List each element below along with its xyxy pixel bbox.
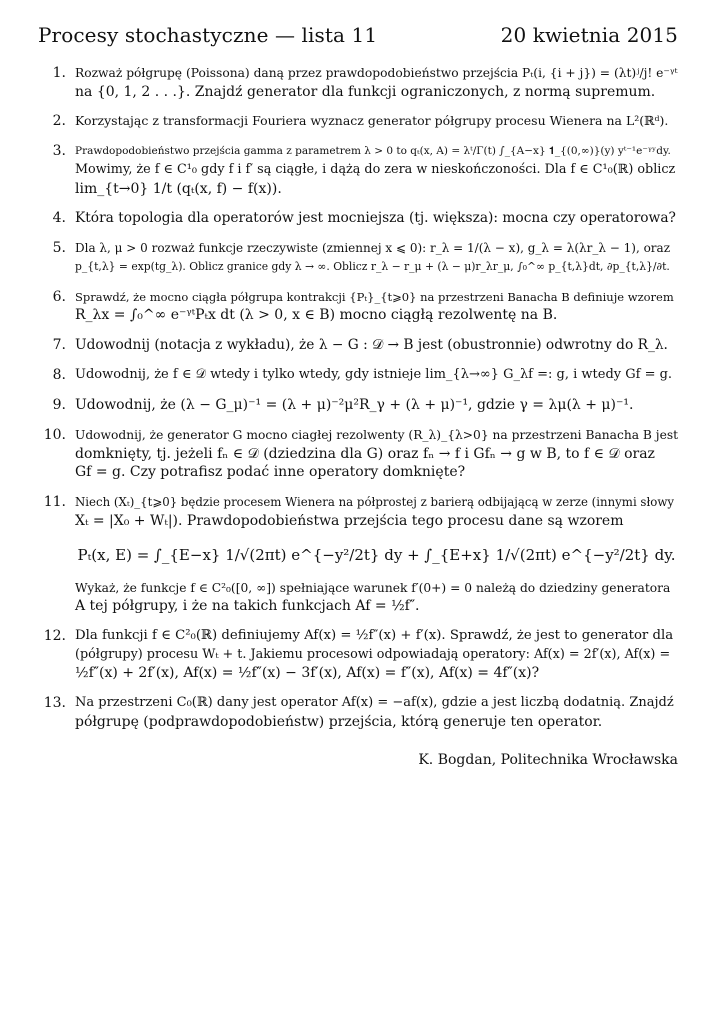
problem-number: 2.	[52, 113, 66, 130]
problem-text-line: Prawdopodobieństwo przejścia gamma z parametrem λ > 0 to qₜ(x, A) = λᵗ/Γ(t) ∫_{A−x} 𝟏_{(0,∞)}(y) yᵗ⁻¹e⁻ᵞʸdy.	[75, 145, 671, 158]
problem-list	[38, 64, 678, 743]
problem-number: 6.	[52, 288, 66, 305]
problem-text-line: Dla λ, μ > 0 rozważ funkcje rzeczywiste (zmiennej x ⩽ 0): r_λ = 1/(λ − x), g_λ = λ(λr_λ − 1), oraz	[75, 241, 671, 256]
problem-number: 5.	[52, 240, 66, 257]
problem-text-line: Xₜ = |X₀ + Wₜ|). Prawdopodobieństwa przejścia tego procesu dane są wzorem	[75, 512, 624, 529]
problem-item	[38, 142, 678, 198]
problem-text-line: ½f″(x) + 2f′(x), Af(x) = ½f″(x) − 3f′(x), Af(x) = f″(x), Af(x) = 4f″(x)?	[75, 665, 540, 682]
problem-item	[38, 493, 678, 616]
problem-number: 4.	[52, 210, 66, 227]
problem-text-line: Na przestrzeni C₀(ℝ) dany jest operator Af(x) = −af(x), gdzie a jest liczbą dodatnią. Znajdź	[75, 695, 674, 711]
problem-text-line: Udowodnij, że f ∈ 𝒟 wtedy i tylko wtedy, gdy istnieje lim_{λ→∞} G_λf =: g, i wtedy Gf = g.	[75, 367, 673, 383]
problem-text-line: Niech (Xₜ)_{t⩾0} będzie procesem Wienera na półprostej z barierą odbijającą w zerze (innymi słowy	[75, 495, 675, 510]
problem-item	[38, 112, 678, 131]
problem-text-line: Która topologia dla operatorów jest mocniejsza (tj. większa): mocna czy operatorowa?	[75, 210, 676, 227]
problem-text-line: Korzystając z transformacji Fouriera wyznacz generator półgrupy procesu Wienera na L²(ℝᵈ).	[75, 113, 669, 129]
problem-text-line: Wykaż, że funkcje f ∈ C²₀([0, ∞]) spełniające warunek f′(0+) = 0 należą do dziedziny generatora	[75, 580, 671, 595]
document-date: 20 kwietnia 2015	[500, 23, 678, 47]
problem-item	[38, 336, 678, 355]
author-signature: K. Bogdan, Politechnika Wrocławska	[418, 752, 678, 768]
problem-text-line: (półgrupy) procesu Wₜ + t. Jakiemu procesowi odpowiadają operatory: Af(x) = 2f′(x), Af(x) =	[75, 646, 671, 662]
problem-text-line: na {0, 1, 2 . . .}. Znajdź generator dla funkcji ograniczonych, z normą supremum.	[75, 83, 656, 100]
problem-text-line: Udowodnij, że (λ − G_μ)⁻¹ = (λ + μ)⁻²μ²R_γ + (λ + μ)⁻¹, gdzie γ = λμ(λ + μ)⁻¹.	[75, 397, 634, 414]
problem-text-line: Udowodnij, że generator G mocno ciagłej rezolwenty (R_λ)_{λ>0} na przestrzeni Banacha B jest	[75, 427, 679, 442]
problem-number: 13.	[43, 695, 66, 712]
problem-item	[38, 396, 678, 415]
problem-item	[38, 366, 678, 385]
problem-number: 7.	[52, 337, 66, 354]
problem-number: 12.	[43, 628, 66, 645]
problem-number: 10.	[43, 426, 66, 443]
problem-number: 8.	[52, 367, 66, 384]
problem-text-line: lim_{t→0} 1/t (qₜ(x, f) − f(x)).	[75, 180, 282, 197]
problem-text-line: domknięty, tj. jeżeli fₙ ∈ 𝒟 (dziedzina dla G) oraz fₙ → f i Gfₙ → g w B, to f ∈ 𝒟 oraz	[75, 445, 655, 462]
problem-text-line: p_{t,λ} = exp(tg_λ). Oblicz granice gdy λ → ∞. Oblicz r_λ − r_μ + (λ − μ)r_λr_μ, ∫₀^∞ p_{t,λ}dt, ∂p_{t,λ}/∂t.	[75, 259, 670, 273]
problem-text-line: półgrupę (podprawdopodobieństw) przejścia, którą generuje ten operator.	[75, 713, 603, 730]
problem-text-line: Udowodnij (notacja z wykładu), że λ − G : 𝒟 → B jest (obustronnie) odwrotny do R_λ.	[75, 337, 668, 354]
problem-text-line: Mowimy, że f ∈ C¹₀ gdy f i f′ są ciągłe, i dążą do zera w nieskończoności. Dla f ∈ C¹₀(ℝ) oblicz	[75, 161, 676, 177]
problem-item	[38, 694, 678, 731]
problem-item	[38, 426, 678, 482]
problem-number: 3.	[52, 143, 66, 160]
problem-text-line: R_λx = ∫₀^∞ e⁻ᵞᵗPₜx dt (λ > 0, x ∈ B) mocno ciągłą rezolwentę na B.	[75, 307, 558, 324]
problem-text-line: Dla funkcji f ∈ C²₀(ℝ) definiujemy Af(x) = ½f″(x) + f′(x). Sprawdź, że jest to generator dla	[75, 628, 674, 644]
problem-item	[38, 288, 678, 325]
problem-item	[38, 239, 678, 276]
problem-number: 9.	[52, 397, 66, 414]
document-title: Procesy stochastyczne — lista 11	[38, 23, 378, 47]
problem-text-line: Gf = g. Czy potrafisz podać inne operatory domknięte?	[75, 464, 466, 481]
problem-item	[38, 627, 678, 683]
problem-text-line: Rozważ półgrupę (Poissona) daną przez prawdopodobieństwo przejścia Pₜ(i, {i + j}) = (λt)ʲ/j! e⁻ᵞᵗ	[75, 66, 678, 80]
problem-text-line: A tej półgrupy, i że na takich funkcjach Af = ½f″.	[75, 598, 420, 615]
problem-item	[38, 64, 678, 101]
display-equation: Pₜ(x, E) = ∫_{E−x} 1/√(2πt) e^{−y²/2t} dy + ∫_{E+x} 1/√(2πt) e^{−y²/2t} dy.	[77, 546, 676, 565]
problem-item	[38, 209, 678, 228]
problem-text-line: Sprawdź, że mocno ciągła półgrupa kontrakcji {Pₜ}_{t⩾0} na przestrzeni Banacha B definiuje wzorem	[75, 289, 674, 304]
problem-number: 11.	[43, 494, 66, 511]
problem-number: 1.	[52, 65, 66, 81]
page-header	[38, 23, 678, 53]
